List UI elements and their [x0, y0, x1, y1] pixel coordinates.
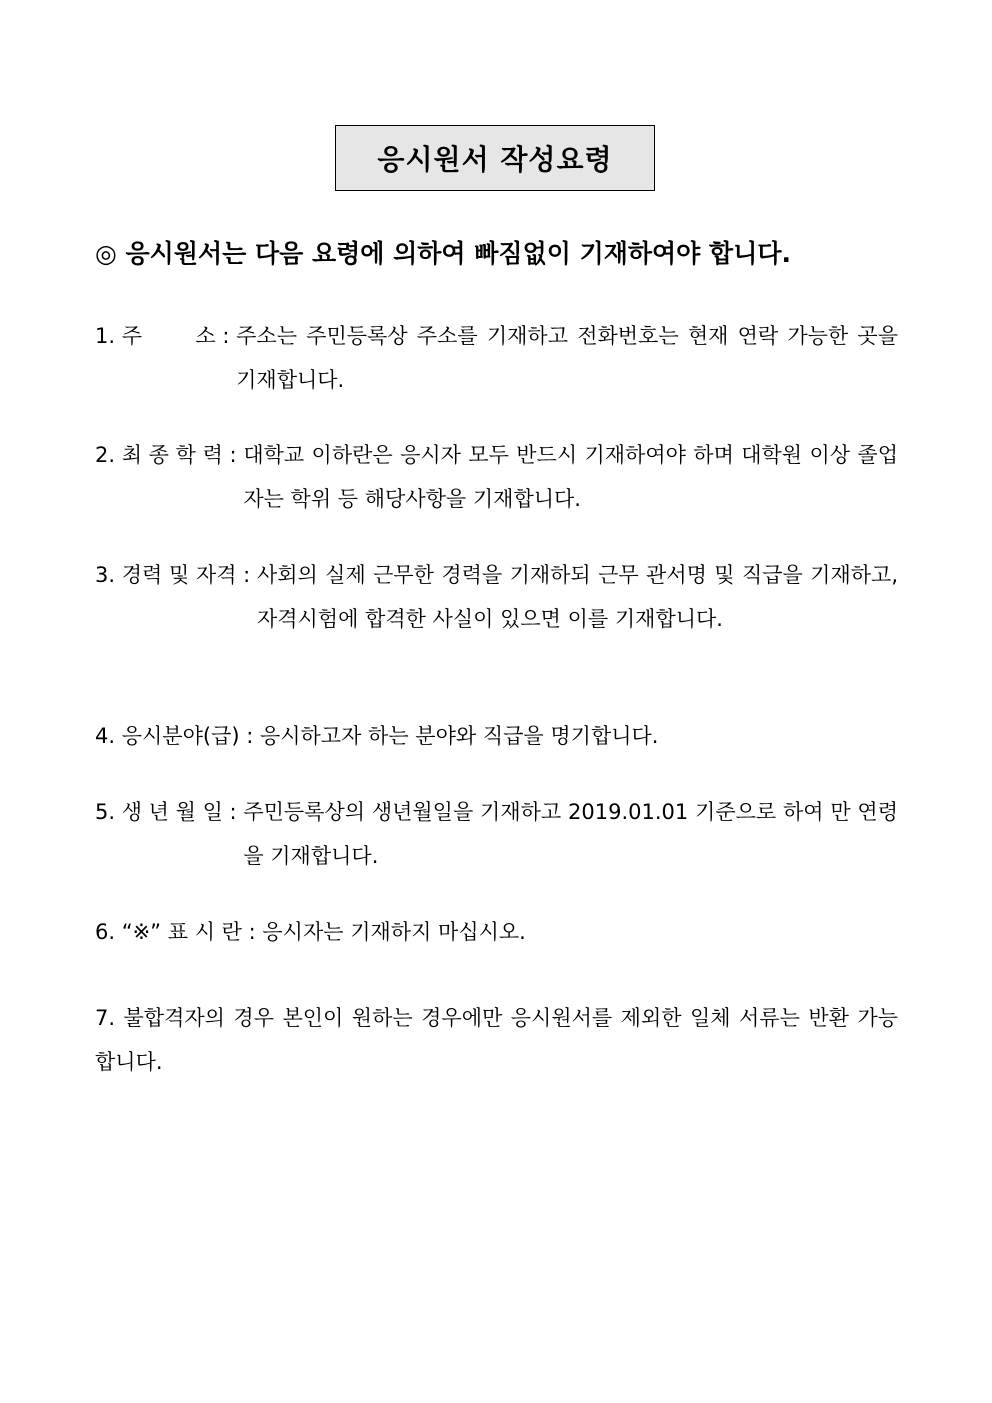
- title-box: [335, 125, 655, 191]
- item-description: 사회의 실제 근무한 경력을 기재하되 근무 관서명 및 직급을 기재하고, 자격시험에 합격한 사실이 있으면 이를 기재합니다.: [256, 563, 898, 631]
- item-description: 대학교 이하란은 응시자 모두 반드시 기재하여야 하며 대학원 이상 졸업자는 학위 등 해당사항을 기재합니다.: [243, 443, 898, 511]
- item-label: 5. 생 년 월 일 :: [95, 800, 244, 824]
- intro-text: ◎ 응시원서는 다음 요령에 의하여 빠짐없이 기재하여야 합니다.: [95, 239, 791, 268]
- list-item-field: [95, 714, 898, 758]
- item-description: 주소는 주민등록상 주소를 기재하고 전화번호는 현재 연락 가능한 곳을 기재합니다.: [236, 324, 898, 392]
- item-label: 2. 최 종 학 력 :: [95, 443, 244, 467]
- item-label: 6. “※” 표 시 란 :: [95, 920, 263, 944]
- item-label: 3. 경력 및 자격 :: [95, 563, 257, 587]
- item-description: 응시자는 기재하지 마십시오.: [262, 920, 526, 944]
- item-label: 1. 주 소 :: [95, 324, 237, 348]
- list-item-return-documents: 7. 불합격자의 경우 본인이 원하는 경우에만 응시원서를 제외한 일체 서류는 반환 가능합니다.: [95, 1006, 898, 1074]
- list-item-education: [95, 433, 898, 521]
- list-item-career: [95, 553, 898, 641]
- list-item-address: [95, 314, 898, 402]
- list-item-birthdate: [95, 790, 898, 878]
- item-description: 주민등록상의 생년월일을 기재하고 2019.01.01 기준으로 하여 만 연령을 기재합니다.: [243, 800, 898, 868]
- list-item-mark-field: [95, 910, 898, 954]
- item-description: 응시하고자 하는 분야와 직급을 명기합니다.: [259, 724, 659, 748]
- page-title: 응시원서 작성요령: [377, 143, 613, 176]
- item-label: 4. 응시분야(급) :: [95, 724, 260, 748]
